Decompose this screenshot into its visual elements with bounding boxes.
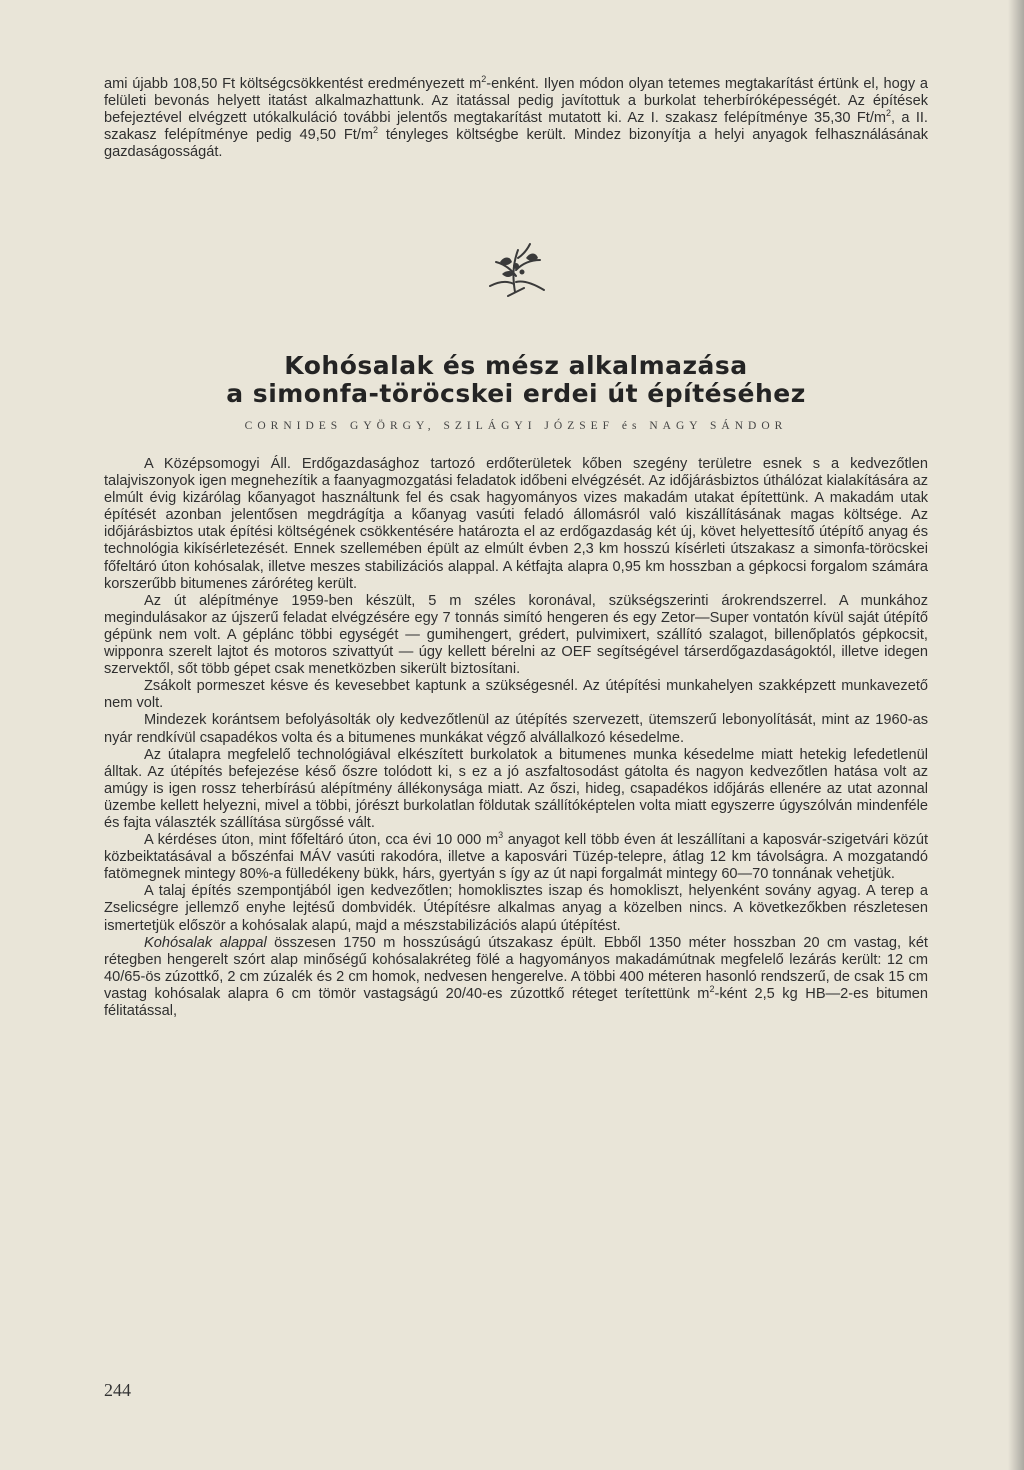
superscript: 2 [373, 125, 379, 136]
article-title-line-2: a simonfa-töröcskei erdei út építéséhez [226, 379, 806, 408]
text-run: , a II. szakasz felépítménye pedig 49,50 Ft/m [104, 110, 928, 144]
article-title-line-1: Kohósalak és mész alkalmazása [284, 351, 748, 380]
italic-phrase: Kohósalak alappal [144, 934, 267, 951]
text-run: összesen 1750 m hosszúságú útszakasz épült. Ebből 1350 méter hosszban 20 cm vastag, két rétegben hengerelt szórt alap minőségű kohósalakréteg fölé a hagyományos makadámútnak megfelelő lezárás került: 12 cm 40/65-ös zúzottkő, 2 cm zúzalék és 2 cm homok, nedvesen hengerelve. A többi 400 méteren hasonló rendszerű, de csak 15 cm vastag kohósalak alapra 6 cm tömör vastagságú 20/40-es zúzottkő réteget terítettünk m [104, 934, 928, 1002]
text-run: tényleges költségbe került. Mindez bizonyítja a helyi anyagok felhasználásának gazdaságosságát. [104, 127, 928, 161]
body-paragraph [104, 883, 928, 934]
text-run: A kérdéses úton, mint főfeltáró úton, cca évi 10 000 m [144, 832, 499, 849]
intro-paragraph [104, 76, 928, 161]
superscript: 2 [709, 984, 715, 995]
text-run: Az út alépítménye 1959-ben készült, 5 m széles koronával, szükségszerinti árokrendszerrel. A munkához megindulásakor az újszerű feladat elvégzésére egy 7 tonnás simító hengeren és egy Zetor—Super vontatón kívül saját útépítő gépünk nem volt. A géplánc többi egységét — gumihengert, grédert, pulvimixert, szállító szalagot, billenőplatós gépkocsit, wipponra szerelt lajtot és motoros szivattyút — úgy kellett bérelni az OEF segítségével társerdőgazdaságoktól, illetve idegen szervektől, sőt több gépet csak menetközben sikerült biztosítani. [104, 592, 928, 678]
text-run: -ként 2,5 kg HB—2-es bitumen félitatással, [104, 985, 928, 1019]
superscript: 2 [481, 74, 487, 85]
body-paragraph [104, 593, 928, 678]
text-run: Mindezek korántsem befolyásolták oly kedvezőtlenül az útépítés szervezett, ütemszerű lebonyolítását, mint az 1960-as nyár rendkívül csapadékos volta és a bitumenes munkákat végző alvállalkozó késedelme. [104, 712, 928, 746]
page-edge-shadow [1008, 0, 1024, 1470]
text-run: A Középsomogyi Áll. Erdőgazdasághoz tartozó erdőterületek kőben szegény területre esnek s a kedvezőtlen talajviszonyok igen megnehezítik a faanyagmozgatási feladatok időbeni elvégzését. Az időjárásbiztos úthálózat kialakítására az elmúlt évig kizárólag kőanyagot használtunk fel és csak hagyományos vizes makadám utakat építettünk. A makadám utak építését azonban jelentősen megdrágítja a kőanyag vasúti feladó állomásról való kiszállításának magas költsége. Az időjárásbiztos utak építési költségének csökkentésére határozta el az erdőgazdaság két új, követ helyettesítő útépítő anyag és technológia kikísérletezését. Ennek szellemében épült az elmúlt évben 2,3 km hosszú kísérleti útszakasz a simonfa-töröcskei főfeltáró úton kohósalak, illetve meszes stabilizációs alappal. A kétfajta alapra 0,95 km hosszban a gépkocsi forgalom számára korszerűbb bitumenes záróréteg került. [104, 456, 928, 592]
text-run: -enként. Ilyen módon olyan tetemes megtakarítást értünk el, hogy a felületi bevonás helyett itatást alkalmazhattunk. Az itatással pedig javítottuk a burkolat teherbíróképességét. Az építések befejeztével elvégzett utókalkuláció további jelentős megtakarítást mutatott ki. Az I. szakasz felépítménye 35,30 Ft/m [104, 76, 928, 127]
body-paragraph [104, 832, 928, 883]
body-paragraph [104, 935, 928, 1020]
body-paragraph [104, 678, 928, 712]
superscript: 2 [886, 108, 892, 119]
article-authors: CORNIDES GYÖRGY, SZILÁGYI JÓZSEF és NAGY SÁNDOR [244, 420, 788, 432]
body-paragraph [104, 712, 928, 746]
text-run: Zsákolt pormeszet késve és kevesebbet kaptunk a szükségesnél. Az útépítési munkahelyen szakképzett munkavezető nem volt. [104, 678, 928, 712]
text-run: ami újabb 108,50 Ft költségcsökkentést eredményezett m [104, 76, 482, 92]
fleuron-ornament-icon [478, 240, 552, 300]
page-number: 244 [104, 1380, 131, 1400]
text-run: anyagot kell több éven át leszállítani a kaposvár-szigetvári közút közbeiktatásával a bőszénfai MÁV vasúti rakodóra, illetve a kaposvári Tüzép-telepre, átlag 12 km távolságra. A mozgatandó fatömegnek mintegy 80%-a fülledékeny bükk, hárs, gyertyán s így az út napi forgalmát mintegy 60—70 tonnának vehetjük. [104, 832, 928, 883]
body-paragraph [104, 456, 928, 593]
text-run: A talaj építés szempontjából igen kedvezőtlen; homoklisztes iszap és homokliszt, helyenként sovány agyag. A terep a Zselicségre jellemző enyhe lejtésű dombvidék. Útépítésre alkalmas anyag a közelben nincs. A következőkben részletesen ismertetjük először a kohósalak alapú, majd a mészstabilizációs alapú útépítést. [104, 883, 928, 934]
body-paragraph [104, 747, 928, 832]
text-run: Az útalapra megfelelő technológiával elkészített burkolatok a bitumenes munka késedelme miatt hetekig lefedetlenül álltak. Az útépítés befejezése késő őszre tolódott ki, s ez a jó aszfaltosodást gátolta és nagyon kedvezőtlen hatása volt az amúgy is igen rossz teherbírású alépítmény állékonysága miatt. Az őszi, hideg, csapadékos időjárás ellenére az utat azonnal üzembe kellett helyezni, mivel a többi, jórészt burkolatlan földutak szállítóképtelen volta miatt egyszerre úgyszólván mindenféle és fajta választék szállítása sürgőssé vált. [104, 746, 928, 831]
article-body [104, 456, 928, 1020]
superscript: 3 [498, 830, 504, 841]
